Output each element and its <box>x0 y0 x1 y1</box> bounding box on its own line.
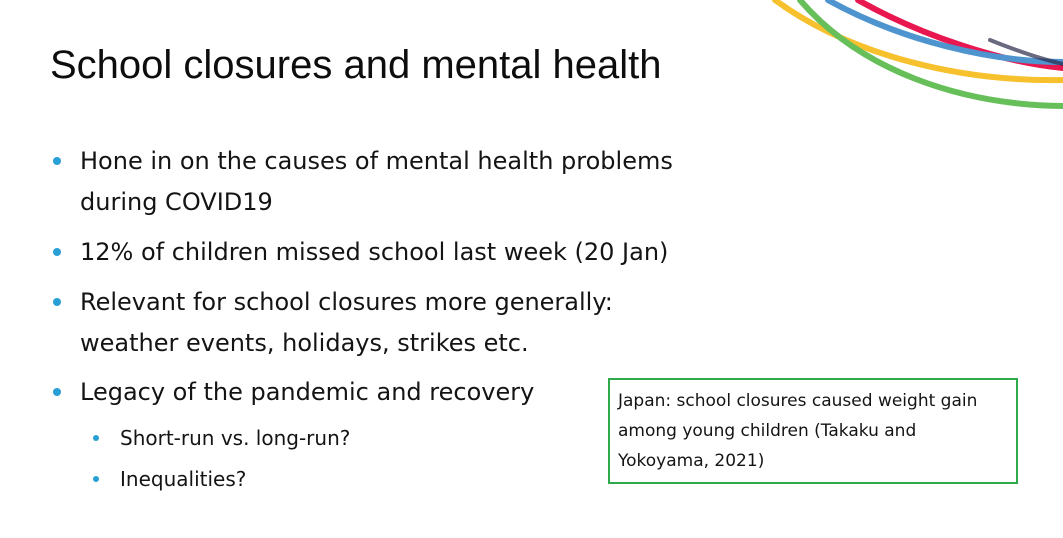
sub-bullet-item <box>120 425 540 451</box>
bullet-item <box>80 372 680 413</box>
slide-title: School closures and mental health <box>50 43 662 87</box>
sub-bullet-dot-icon <box>93 476 99 482</box>
bullet-dot-icon <box>53 298 61 306</box>
sub-bullet-dot-icon <box>93 435 99 441</box>
callout-box <box>608 378 1018 484</box>
callout-text: Japan: school closures caused weight gain among young children (Takaku and Yokoyama, 2021) <box>618 391 978 471</box>
sub-bullet-text: Short-run vs. long-run? <box>120 426 351 450</box>
bullet-dot-icon <box>53 388 61 396</box>
bullet-text: 12% of children missed school last week (20 Jan) <box>80 238 669 266</box>
bullet-dot-icon <box>53 157 61 165</box>
bullet-text: Legacy of the pandemic and recovery <box>80 378 535 406</box>
bullet-item <box>80 141 680 223</box>
sub-bullet-text: Inequalities? <box>120 467 247 491</box>
bullet-item <box>80 282 680 364</box>
bullet-text: Relevant for school closures more generally: weather events, holidays, strikes etc. <box>80 288 613 357</box>
bullet-text: Hone in on the causes of mental health problems during COVID19 <box>80 147 673 216</box>
bullet-dot-icon <box>53 248 61 256</box>
bullet-item <box>80 232 680 273</box>
sub-bullet-item <box>120 466 540 492</box>
